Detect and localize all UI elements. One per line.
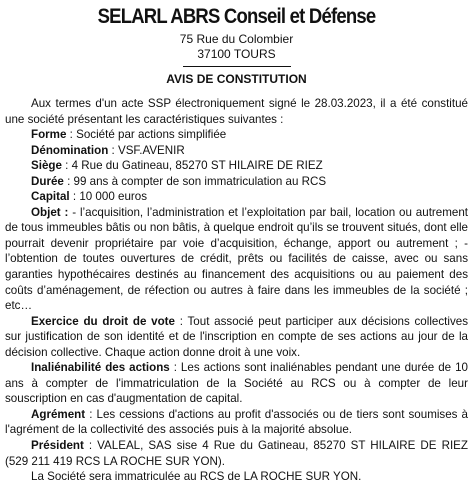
president-paragraph	[5, 438, 468, 469]
objet-label: Objet :	[31, 205, 69, 219]
field-duree	[5, 174, 468, 190]
objet-paragraph	[5, 205, 468, 314]
vote-paragraph	[5, 314, 468, 361]
field-value: : VSF.AVENIR	[108, 143, 185, 157]
company-street: 75 Rue du Colombier	[179, 32, 294, 46]
president-label: Président	[31, 439, 84, 453]
field-label: Durée	[31, 174, 64, 188]
inalienabilite-label: Inaliénabilité des actions	[31, 361, 170, 375]
agrement-label: Agrément	[31, 407, 86, 421]
field-denomination	[5, 143, 468, 159]
field-value: : Société par actions simplifiée	[66, 128, 227, 142]
vote-label: Exercice du droit de vote	[31, 314, 175, 328]
field-value: : 10 000 euros	[69, 190, 148, 204]
header-divider	[183, 66, 291, 67]
field-forme	[5, 127, 468, 143]
intro-paragraph: Aux termes d'un acte SSP électroniquement signé le 28.03.2023, il a été constitué une société présentant les caractéristiques suivantes :	[5, 97, 468, 126]
company-city: 37100 TOURS	[197, 47, 276, 61]
agrement-paragraph	[5, 407, 468, 438]
field-label: Capital	[31, 190, 70, 204]
field-value: : 4 Rue du Gatineau, 85270 ST HILAIRE DE RIEZ	[61, 159, 323, 173]
field-siege	[5, 158, 468, 174]
inalienabilite-text: : Les actions sont inaliénables pendant une durée de 10 ans à compter de l'immatriculation de la Société au RCS ou à compter de leur souscription en cas d'augmentation de capital.	[5, 361, 468, 406]
field-capital	[5, 189, 468, 205]
field-label: Siège	[31, 159, 62, 173]
vote-text: : Tout associé peut participer aux décisions collectives sur justification de son identité et de l'inscription en compte de ses actions au jour de la décision collective. Chaque action donne droit à une voix.	[5, 314, 468, 359]
notice-title: AVIS DE CONSTITUTION	[166, 72, 307, 86]
field-value: : 99 ans à compter de son immatriculation au RCS	[63, 174, 327, 188]
agrement-text: : Les cessions d'actions au profit d'associés ou de tiers sont soumises à l'agrément de la collectivité des associés puis à la majorité absolue.	[5, 407, 468, 437]
field-label: Forme	[31, 128, 67, 142]
president-text: : VALEAL, SAS sise 4 Rue du Gatineau, 85270 ST HILAIRE DE RIEZ (529 211 419 RCS LA ROCHE SUR YON).	[5, 439, 468, 468]
inalienabilite-paragraph	[5, 360, 468, 407]
field-label: Dénomination	[31, 143, 109, 157]
closing-paragraph: La Société sera immatriculée au RCS de LA ROCHE SUR YON.	[31, 470, 362, 484]
company-name: SELARL ABRS Conseil et Défense	[97, 4, 376, 28]
objet-text: - l’acquisition, l’administration et l’exploitation par bail, location ou autrement de tous immeubles bâtis ou non bâtis, à quelque endroit qu’ils se trouvent situés, dont elle pourrait devenir propriétaire par voie d’acquisition, échange, apport ou autrement ; - l’obtention de toutes ouvertures de crédit, prêts ou facilités de caisse, avec ou sans garanties hypothécaires destinés au financement des acquisitions ou au paiement des coûts d’aménagement, de réfection ou autres à faire dans les immeubles de la société ; etc…	[5, 205, 469, 313]
